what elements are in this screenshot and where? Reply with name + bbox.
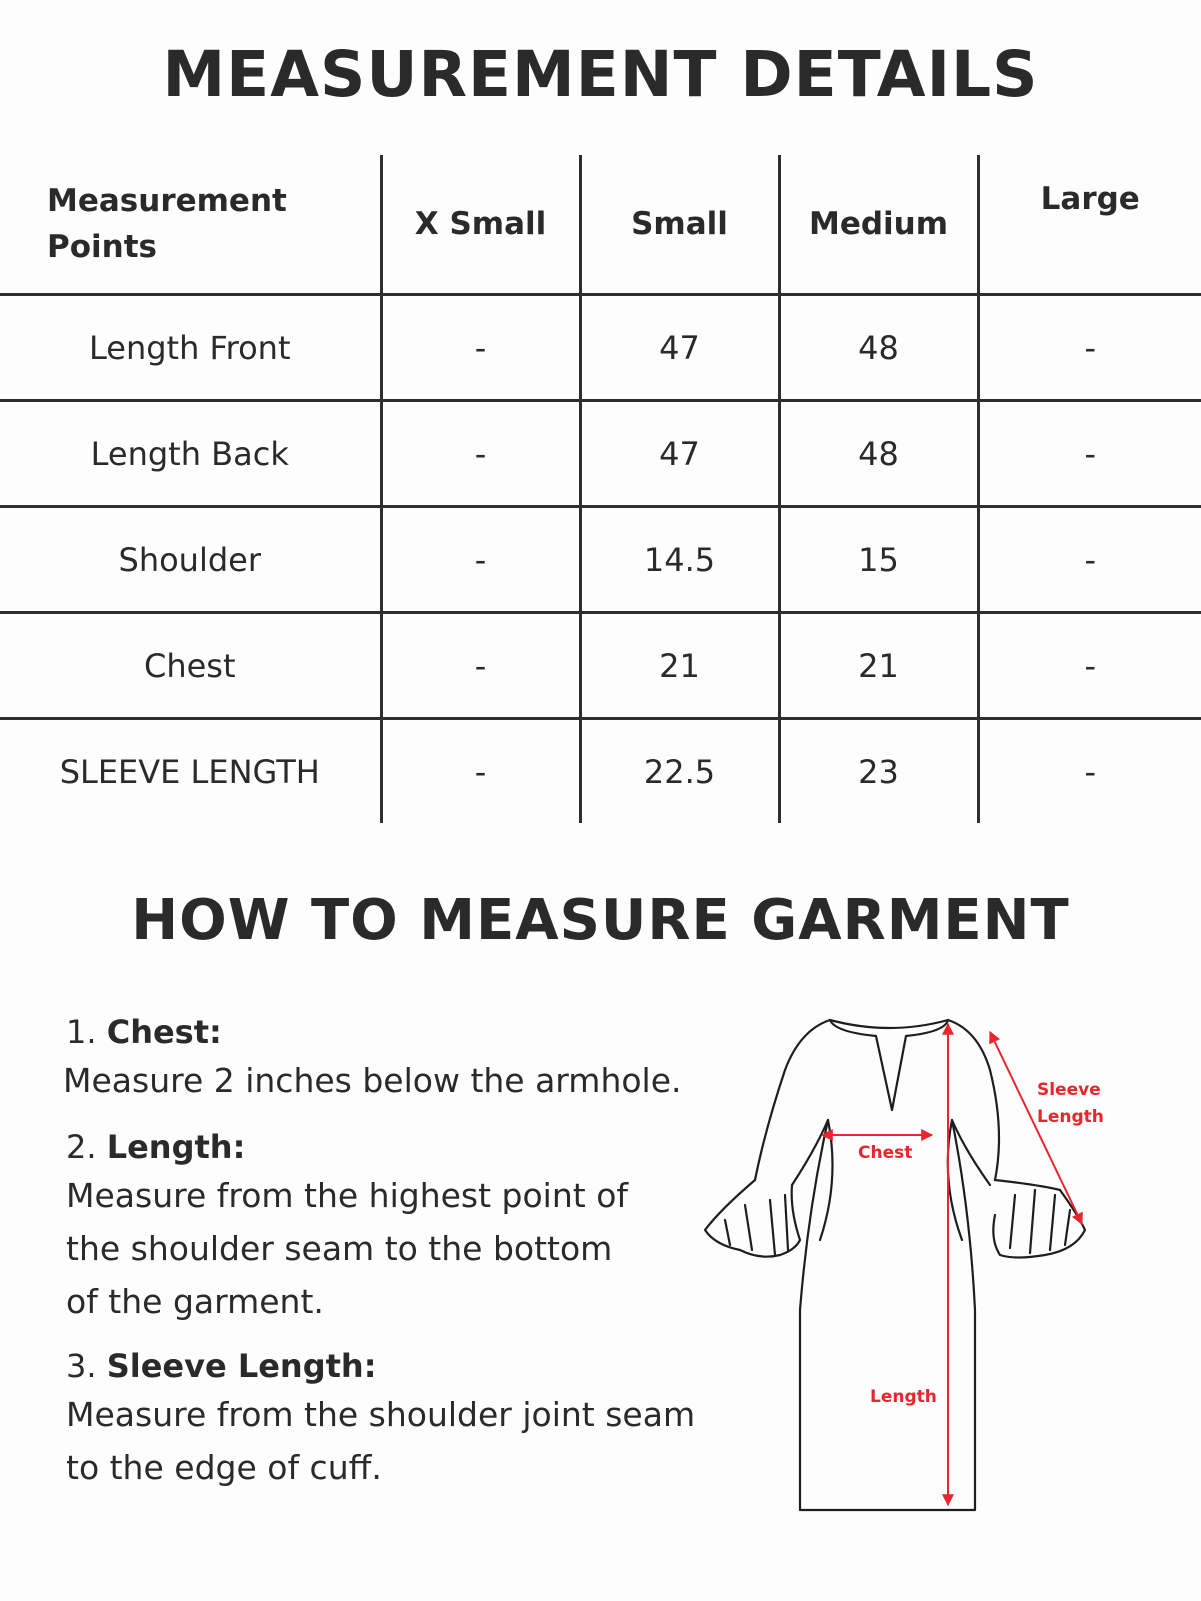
- table-row: [0, 613, 1201, 719]
- garment-diagram: [700, 1010, 1120, 1530]
- sleeve-label-line2: Length: [1037, 1107, 1104, 1127]
- sleeve-length-arrow: [990, 1032, 1082, 1224]
- cell-value: 48: [779, 401, 978, 507]
- cell-value: 21: [779, 613, 978, 719]
- step-number: 3.: [66, 1347, 97, 1385]
- row-label: SLEEVE LENGTH: [0, 719, 381, 824]
- chest-label: Chest: [858, 1143, 913, 1163]
- measure-instructions: [63, 1010, 746, 1494]
- cell-value: 48: [779, 295, 978, 401]
- cell-value: -: [381, 719, 580, 824]
- dress-outline: [705, 1020, 1085, 1510]
- step-name: Sleeve Length:: [106, 1347, 377, 1385]
- cell-value: 22.5: [580, 719, 779, 824]
- cell-value: -: [978, 507, 1201, 613]
- length-label: Length: [870, 1387, 937, 1407]
- header-measurement-points: [0, 155, 381, 295]
- cell-value: -: [381, 507, 580, 613]
- row-label: Shoulder: [0, 507, 381, 613]
- table-header-row: [0, 155, 1201, 295]
- step-text: Measure 2 inches below the armhole.: [63, 1061, 682, 1100]
- row-label: Length Back: [0, 401, 381, 507]
- step-text: Measure from the shoulder joint seam: [66, 1395, 696, 1434]
- step-text: the shoulder seam to the bottom: [66, 1229, 613, 1268]
- table-row: [0, 507, 1201, 613]
- header-points-line2: Points: [47, 229, 157, 265]
- header-size-medium: Medium: [779, 155, 978, 295]
- step-sleeve-length: [66, 1344, 746, 1494]
- header-size-small: Small: [580, 155, 779, 295]
- cell-value: 21: [580, 613, 779, 719]
- cell-value: -: [381, 295, 580, 401]
- row-label: Chest: [0, 613, 381, 719]
- cell-value: 23: [779, 719, 978, 824]
- step-name: Chest:: [106, 1013, 222, 1051]
- how-to-measure-title: HOW TO MEASURE GARMENT: [131, 888, 1070, 953]
- step-text: to the edge of cuff.: [66, 1448, 382, 1487]
- step-name: Length:: [106, 1128, 246, 1166]
- header-size-large: Large: [978, 155, 1201, 295]
- cell-value: -: [381, 613, 580, 719]
- sleeve-label-line1: Sleeve: [1037, 1080, 1101, 1100]
- cell-value: -: [978, 401, 1201, 507]
- cell-value: 14.5: [580, 507, 779, 613]
- step-number: 1.: [66, 1013, 97, 1051]
- page-title: MEASUREMENT DETAILS: [162, 38, 1039, 111]
- step-length: [66, 1125, 746, 1328]
- size-chart-table: [0, 155, 1201, 823]
- cell-value: -: [978, 719, 1201, 824]
- table-row: [0, 719, 1201, 824]
- step-text: Measure from the highest point of: [66, 1176, 628, 1215]
- cell-value: 47: [580, 401, 779, 507]
- step-chest: [63, 1010, 746, 1107]
- cell-value: -: [978, 295, 1201, 401]
- cell-value: -: [978, 613, 1201, 719]
- table-row: [0, 401, 1201, 507]
- step-number: 2.: [66, 1128, 97, 1166]
- cell-value: 47: [580, 295, 779, 401]
- header-points-line1: Measurement: [47, 183, 287, 219]
- step-text: of the garment.: [66, 1282, 324, 1321]
- table-row: [0, 295, 1201, 401]
- cell-value: -: [381, 401, 580, 507]
- cell-value: 15: [779, 507, 978, 613]
- row-label: Length Front: [0, 295, 381, 401]
- header-size-xsmall: X Small: [381, 155, 580, 295]
